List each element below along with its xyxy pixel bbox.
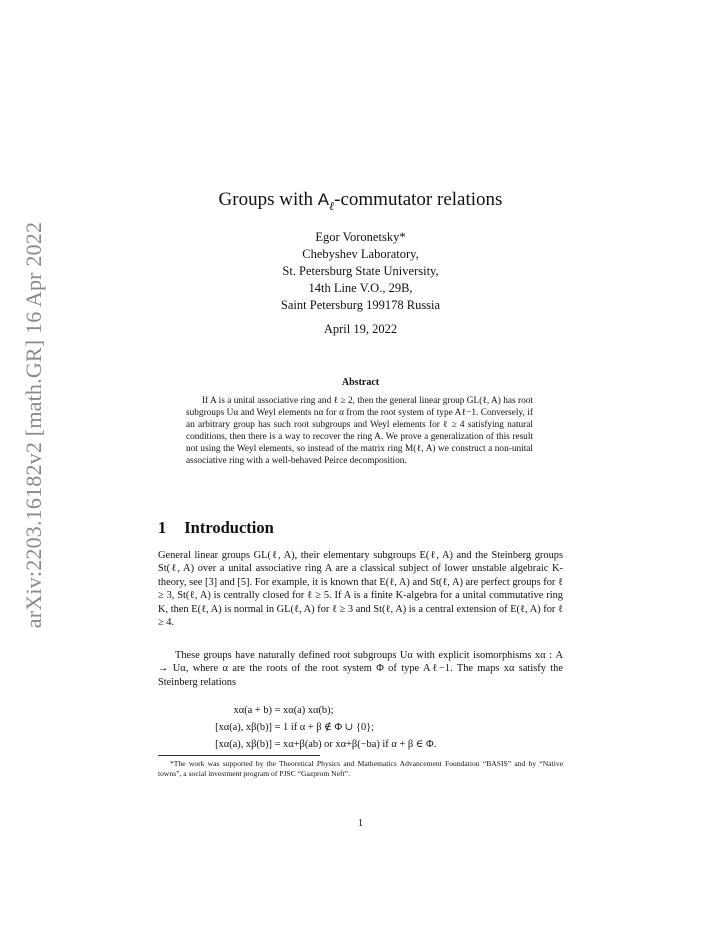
page-number: 1 [357,818,364,829]
abstract-heading: Abstract [341,377,380,388]
title-subscript: ℓ [329,198,335,213]
body-paragraph: General linear groups GL(ℓ, A), their elementary subgroups E(ℓ, A) and the Steinberg groups St(ℓ, A) over a unital associative ring A are a classical subject of lower unstable algebraic K-theory, see [3] and [5]. For example, it is known that E(ℓ, A) and St(ℓ, A) are perfect groups for ℓ ≥ 3, St(ℓ, A) is centrally closed for ℓ ≥ 5. If A is a finite K-algebra for a unital commutative ring K, then E(ℓ, A) is normal in GL(ℓ, A) for ℓ ≥ 3 and St(ℓ, A) is a central extension of E(ℓ, A) for ℓ ≥ 4. [158,550,563,629]
paper-title [158,189,563,214]
equation-rhs: = xα(a) xα(b); [272,705,334,716]
address-line: Saint Petersburg 199178 Russia [280,298,441,312]
author-affiliation [158,229,563,314]
section-title: Introduction [184,518,274,537]
equation-line [158,704,563,717]
arxiv-identifier-stamp: arXiv:2203.16182v2 [math.GR] 16 Apr 2022 [21,221,46,629]
title-suffix: -commutator relations [334,189,503,210]
equation-rhs: = xα+β(ab) or xα+β(−ba) if α + β ∈ Φ. [272,739,437,750]
equation-line [158,738,563,751]
affiliation-line: St. Petersburg State University, [282,264,439,278]
title-prefix: Groups with [218,189,318,210]
address-line: 14th Line V.O., 29B, [308,281,413,295]
section-number: 1 [158,518,167,537]
footnote-rule [158,755,320,756]
abstract-text: If A is a unital associative ring and ℓ ≥ 2, then the general linear group GL(ℓ, A) has root subgroups Uα and Weyl elements nα for α from the root system of type Aℓ−1. Conversely, if an arbitrary group has such root subgroups and Weyl elements for ℓ ≥ 4 satisfying natural conditions, then there is a way to recover the ring A. We prove a generalization of this result not using the Weyl elements, so instead of the matrix ring M(ℓ, A) we construct a non-unital associative ring with a well-behaved Peirce decomposition. [186,396,533,467]
affiliation-line: Chebyshev Laboratory, [302,247,419,261]
author-line: Egor Voronetsky* [315,230,406,244]
equation-line [158,721,563,734]
title-sans-letter: A [317,190,330,209]
body-paragraph: These groups have naturally defined root subgroups Uα with explicit isomorphisms xα : A → Uα, where α are the roots of the root system Φ of type Aℓ−1. The maps xα satisfy the Steinberg relations [158,650,563,688]
section-heading [158,518,274,538]
equation-lhs: xα(a + b) [233,705,272,716]
equation-lhs: [xα(a), xβ(b)] [215,722,272,733]
paper-date: April 19, 2022 [323,322,398,336]
footnote: *The work was supported by the Theoretical Physics and Mathematics Advancement Foundation “BASIS” and by “Native towns”, a social investment program of PJSC “Gazprom Neft”. [158,759,563,779]
equation-lhs: [xα(a), xβ(b)] [215,739,272,750]
equation-rhs: = 1 if α + β ∉ Φ ∪ {0}; [272,722,375,733]
